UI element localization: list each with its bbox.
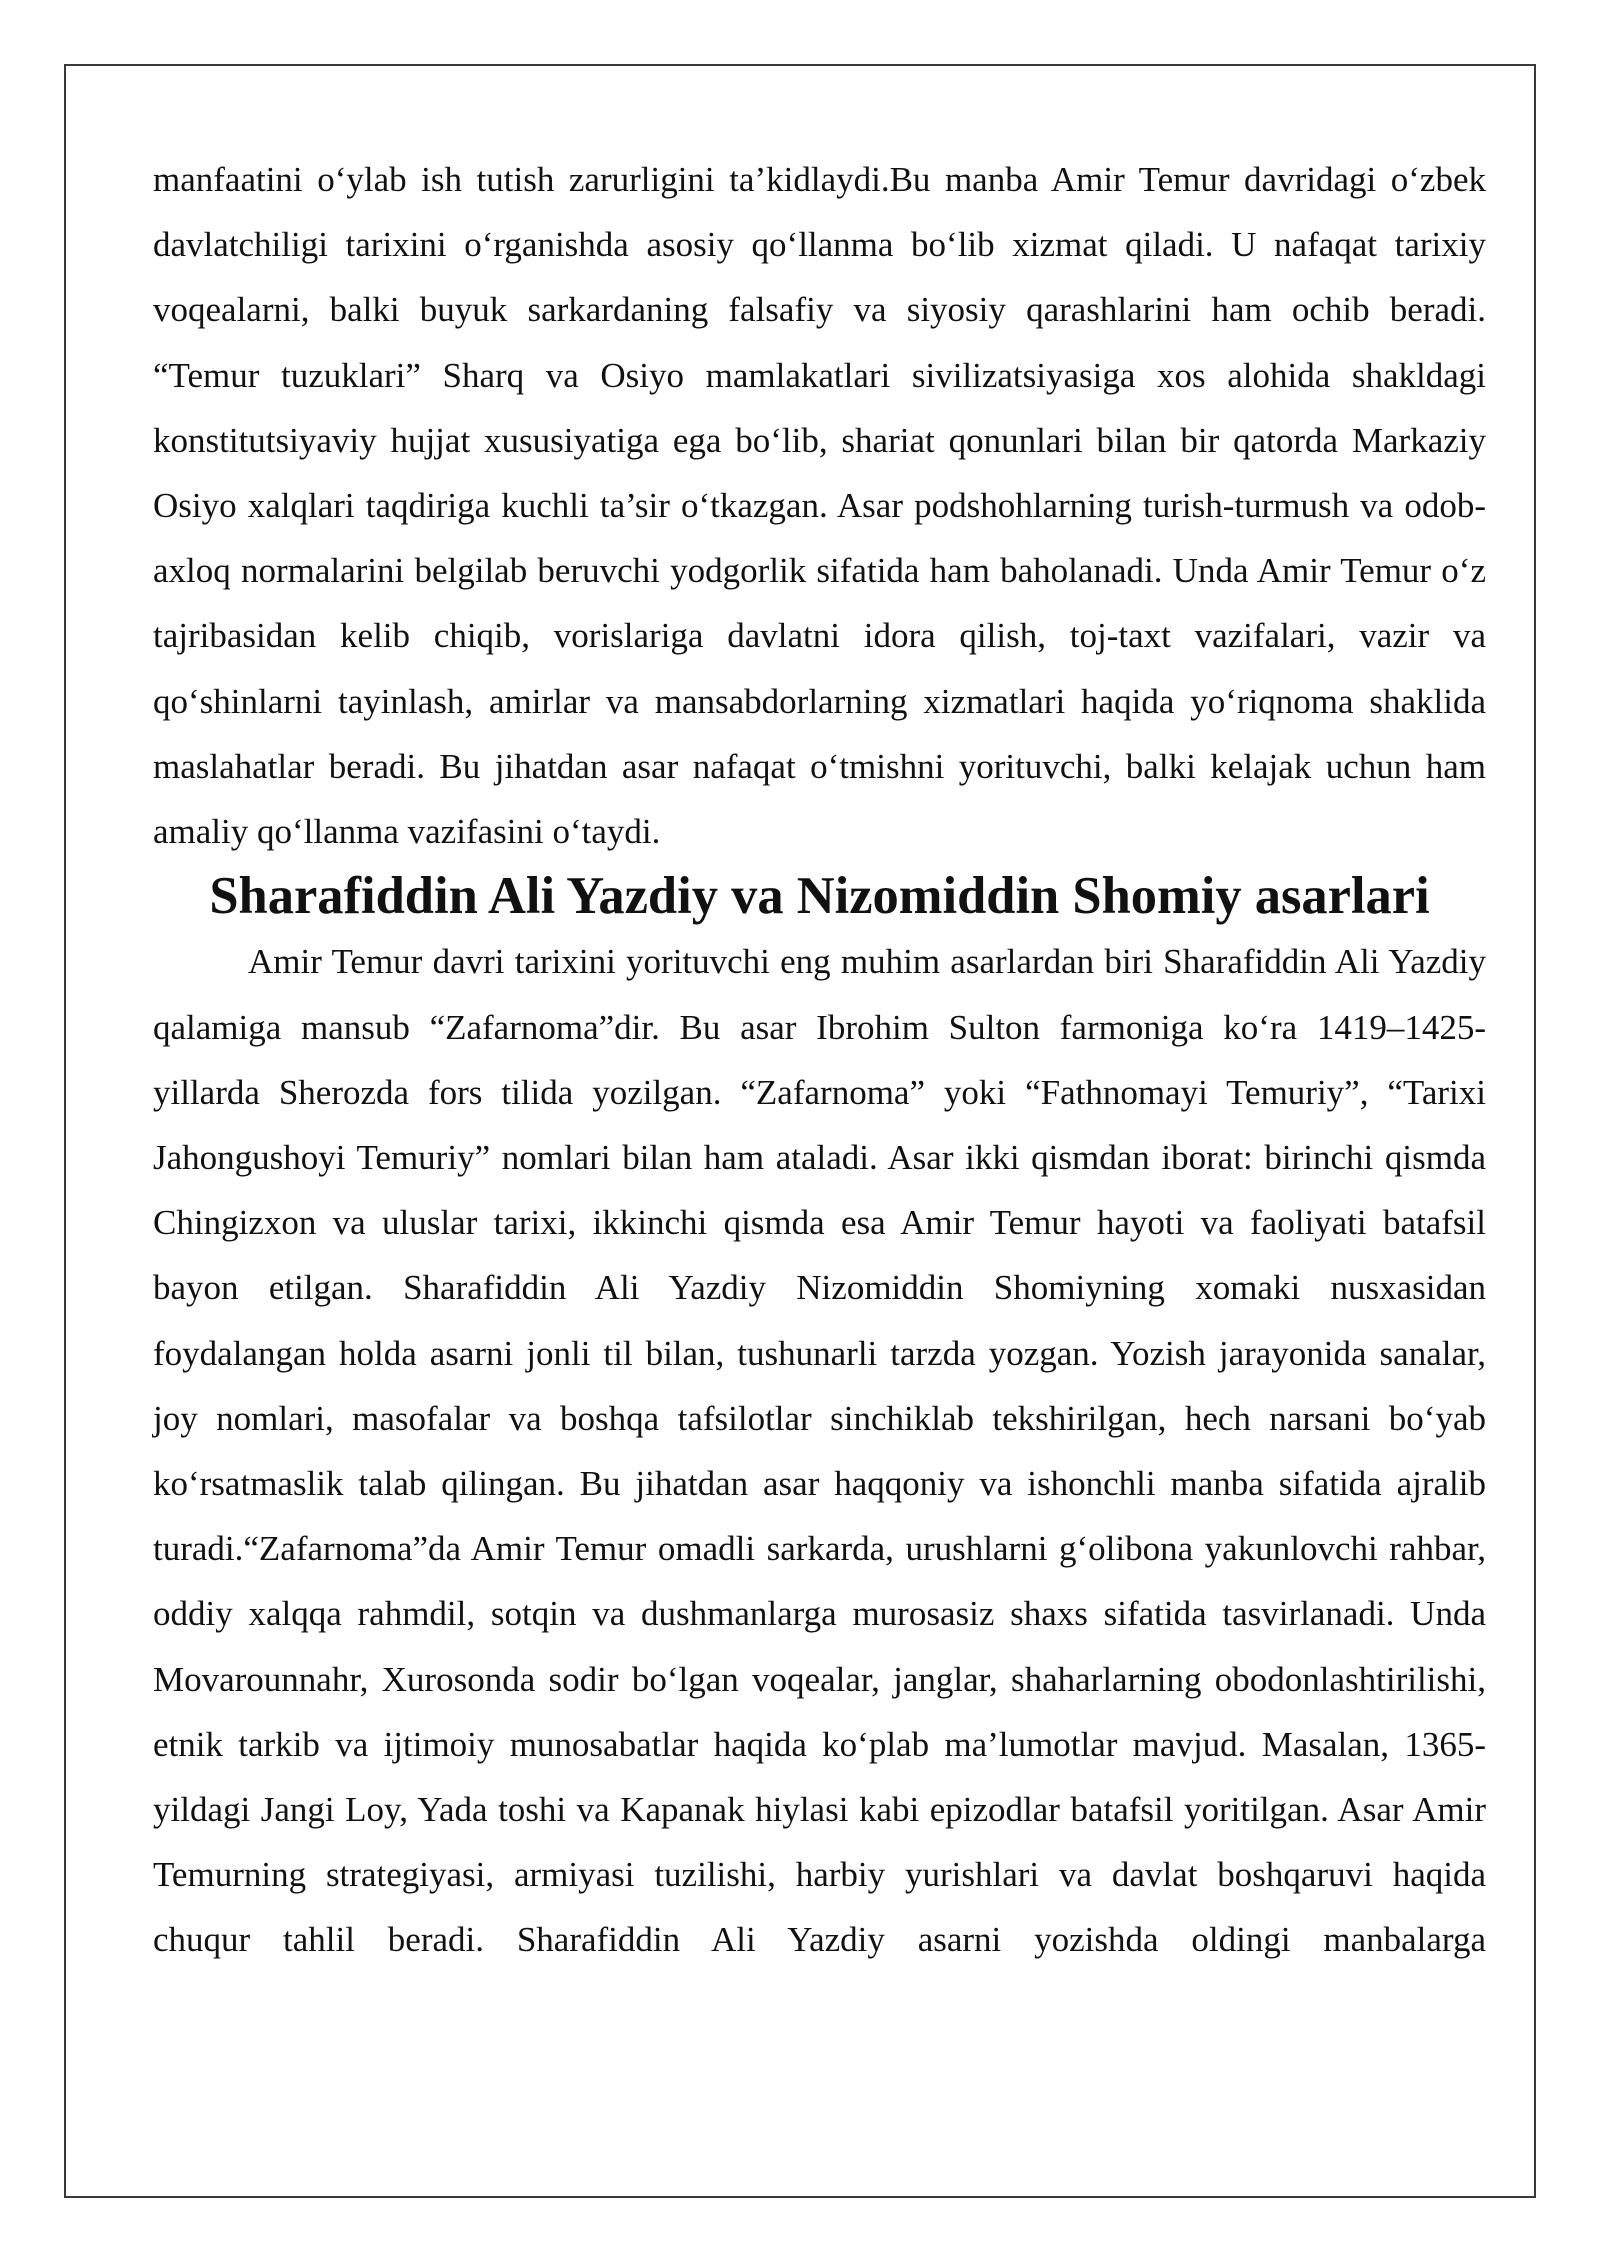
paragraph-zafarnoma: Amir Temur davri tarixini yorituvchi eng muhim asarlardan biri Sharafiddin Ali Yazdiy qalamiga mansub “Zafarnoma”dir. Bu asar Ibrohim Sulton farmoniga ko‘ra 1419–1425-yillarda Sherozda fors tilida yozilgan. “Zafarnoma” yoki “Fathnomayi Temuriy”, “Tarixi Jahongushoyi Temuriy” nomlari bilan ham ataladi. Asar ikki qismdan iborat: birinchi qismda Chingizxon va uluslar tarixi, ikkinchi qismda esa Amir Temur hayoti va faoliyati batafsil bayon etilgan. Sharafiddin Ali Yazdiy Nizomiddin Shomiyning xomaki nusxasidan foydalangan holda asarni jonli til bilan, tushunarli tarzda yozgan. Yozish jarayonida sanalar, joy nomlari, masofalar va boshqa tafsilotlar sinchiklab tekshirilgan, hech narsani bo‘yab ko‘rsatmaslik talab qilingan. Bu jihatdan asar haqqoniy va ishonchli manba sifatida ajralib turadi.“Zafarnoma”da Amir Temur omadli sarkarda, urushlarni g‘olibona yakunlovchi rahbar, oddiy xalqqa rahmdil, sotqin va dushmanlarga murosasiz shaxs sifatida tasvirlanadi. Unda Movarounnahr, Xurosonda sodir bo‘lgan voqealar, janglar, shaharlarning obodonlashtirilishi, etnik tarkib va ijtimoiy munosabatlar haqida ko‘plab ma’lumotlar mavjud. Masalan, 1365-yildagi Jangi Loy, Yada toshi va Kapanak hiylasi kabi epizodlar batafsil yoritilgan. Asar Amir Temurning strategiyasi, armiyasi tuzilishi, harbiy yurishlari va davlat boshqaruvi haqida chuqur tahlil beradi. Sharafiddin Ali Yazdiy asarni yozishda oldingi manbalarga <box>153 942 1486 1960</box>
paragraph-tuzuklar: manfaatini o‘ylab ish tutish zarurligini ta’kidlaydi.Bu manba Amir Temur davridagi o‘zbek davlatchiligi tarixini o‘rganishda asosiy qo‘llanma bo‘lib xizmat qiladi. U nafaqat tarixiy voqealarni, balki buyuk sarkardaning falsafiy va siyosiy qarashlarini ham ochib beradi. “Temur tuzuklari” Sharq va Osiyo mamlakatlari sivilizatsiyasiga xos alohida shakldagi konstitutsiyaviy hujjat xususiyatiga ega bo‘lib, shariat qonunlari bilan bir qatorda Markaziy Osiyo xalqlari taqdiriga kuchli ta’sir o‘tkazgan. Asar podshohlarning turish-turmush va odob-axloq normalarini belgilab beruvchi yodgorlik sifatida ham baholanadi. Unda Amir Temur o‘z tajribasidan kelib chiqib, vorislariga davlatni idora qilish, toj-taxt vazifalari, vazir va qo‘shinlarni tayinlash, amirlar va mansabdorlarning xizmatlari haqida yo‘riqnoma shaklida maslahatlar beradi. Bu jihatdan asar nafaqat o‘tmishni yorituvchi, balki kelajak uchun ham amaliy qo‘llanma vazifasini o‘taydi. <box>153 160 1486 852</box>
section-heading: Sharafiddin Ali Yazdiy va Nizomiddin Shomiy asarlari <box>209 867 1430 926</box>
document-body <box>153 147 1486 1973</box>
